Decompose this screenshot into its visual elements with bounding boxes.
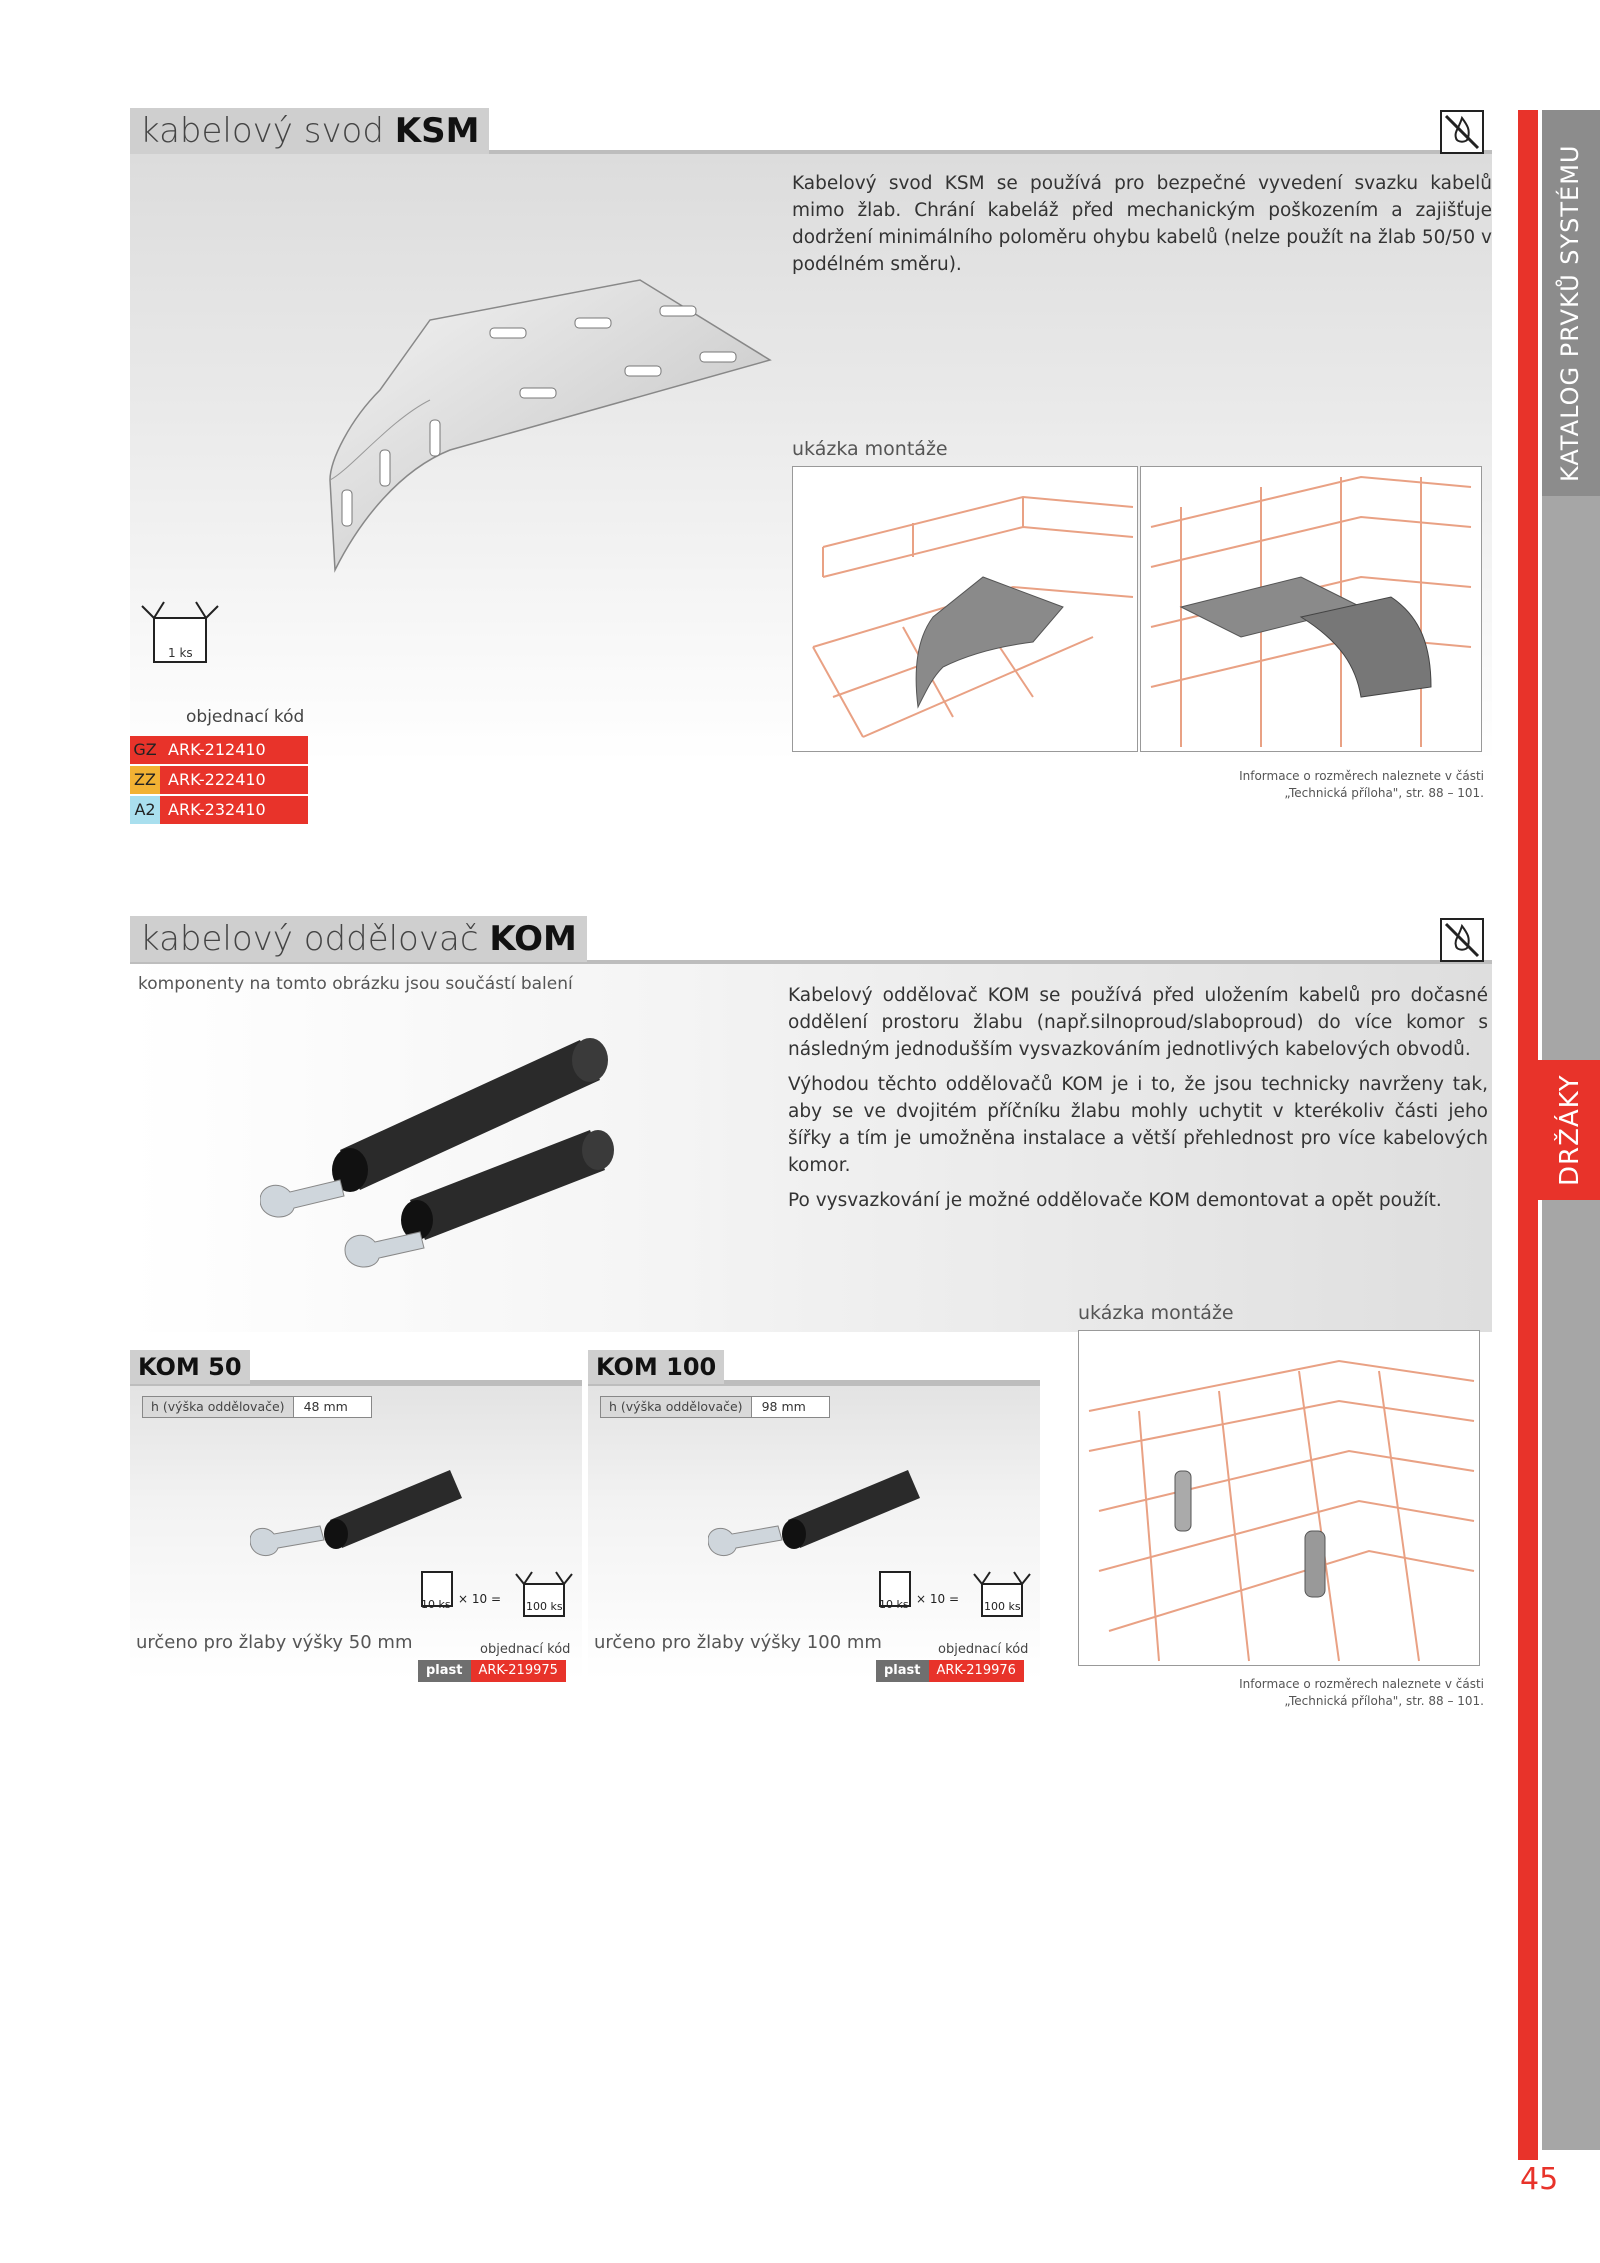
kom-product-image bbox=[260, 1010, 660, 1290]
kom-info-line2: „Technická příloha", str. 88 – 101. bbox=[1284, 1694, 1484, 1708]
pack-big-label: 100 ks bbox=[984, 1600, 1021, 1613]
kom-variant-image bbox=[250, 1450, 510, 1570]
kom-usage: určeno pro žlaby výšky 100 mm bbox=[594, 1632, 882, 1653]
kom-info-note bbox=[1100, 1676, 1484, 1710]
ksm-mount-caption: ukázka montáže bbox=[792, 438, 948, 460]
finish-prefix: A2 bbox=[130, 796, 160, 824]
order-code: ARK-219975 bbox=[471, 1660, 566, 1682]
catalog-label: KATALOG PRVKŮ SYSTÉMU bbox=[1556, 144, 1584, 482]
ksm-mount-photo-2 bbox=[1140, 466, 1482, 752]
kom-variant-title: KOM 100 bbox=[588, 1350, 724, 1384]
ksm-pack-label: 1 ks bbox=[168, 646, 193, 660]
finish-prefix: GZ bbox=[130, 736, 160, 764]
order-code: ARK-232410 bbox=[160, 796, 308, 824]
pack-multiplier: × 10 = bbox=[458, 1592, 502, 1606]
param-label: h (výška oddělovače) bbox=[142, 1396, 294, 1418]
kom-variant-image bbox=[708, 1450, 968, 1570]
pack-multiplier: × 10 = bbox=[916, 1592, 960, 1606]
ksm-info-line2: „Technická příloha", str. 88 – 101. bbox=[1284, 786, 1484, 800]
no-fire-icon bbox=[1440, 918, 1484, 962]
order-code-row bbox=[130, 766, 308, 794]
sidebar-red-line bbox=[1518, 110, 1538, 2160]
material-label: plast bbox=[418, 1660, 471, 1682]
kom-title-bold: KOM bbox=[489, 919, 577, 959]
kom-height-param bbox=[142, 1396, 372, 1418]
param-value: 48 mm bbox=[294, 1396, 372, 1418]
page-number: 45 bbox=[1520, 2162, 1559, 2197]
finish-prefix: ZZ bbox=[130, 766, 160, 794]
ksm-info-note bbox=[1100, 768, 1484, 802]
kom-mount-photo bbox=[1078, 1330, 1480, 1666]
kom-order-label: objednací kód bbox=[480, 1642, 571, 1657]
param-value: 98 mm bbox=[752, 1396, 830, 1418]
ksm-info-line1: Informace o rozměrech naleznete v části bbox=[1239, 769, 1484, 783]
kom-desc-p2: Výhodou těchto oddělovačů KOM je i to, že jsou technicky navrženy tak, aby se ve dvojitém příčníku žlabu mohly uchytit v kterékoliv části jeho šířky a tím je umožněna instalace a větší přehlednost pro více kabelových komor. bbox=[788, 1074, 1488, 1176]
order-code: ARK-222410 bbox=[160, 766, 308, 794]
kom-title bbox=[130, 916, 587, 962]
ksm-title-bold: KSM bbox=[394, 111, 480, 151]
pack-big-label: 100 ks bbox=[526, 1600, 563, 1613]
kom-mount-caption: ukázka montáže bbox=[1078, 1302, 1234, 1324]
order-code: ARK-219976 bbox=[929, 1660, 1024, 1682]
kom-desc-p3: Po vysvazkování je možné oddělovače KOM demontovat a opět použít. bbox=[788, 1190, 1442, 1211]
kom-order-code-row bbox=[876, 1660, 1024, 1682]
order-code-row bbox=[130, 796, 308, 824]
material-label: plast bbox=[876, 1660, 929, 1682]
kom-description bbox=[788, 982, 1488, 1222]
no-fire-icon bbox=[1440, 110, 1484, 154]
order-code: ARK-212410 bbox=[160, 736, 308, 764]
kom-info-line1: Informace o rozměrech naleznete v části bbox=[1239, 1677, 1484, 1691]
kom-variant-title: KOM 50 bbox=[130, 1350, 250, 1384]
ksm-product-image bbox=[230, 270, 790, 610]
kom-components-note: komponenty na tomto obrázku jsou součástí balení bbox=[138, 974, 573, 994]
kom-desc-p1: Kabelový oddělovač KOM se používá před uložením kabelů pro dočasné oddělení prostoru žlabu (např.silnoproud/slaboproud) do více komor s následným jednodušším vysvazkováním jednotlivých kabelových obvodů. bbox=[788, 985, 1488, 1060]
kom-height-param bbox=[600, 1396, 830, 1418]
pack-small-label: 10 ks bbox=[879, 1598, 909, 1611]
ksm-title-light: kabelový svod bbox=[140, 111, 384, 151]
pack-small-label: 10 ks bbox=[421, 1598, 451, 1611]
ksm-description: Kabelový svod KSM se používá pro bezpečné vyvedení svazku kabelů mimo žlab. Chrání kabeláž před mechanickým poškozením a zajišťuje dodržení minimálního poloměru ohybu kabelů (nelze použít na žlab 50/50 v podélném směru). bbox=[792, 173, 1492, 275]
kom-usage: určeno pro žlaby výšky 50 mm bbox=[136, 1632, 413, 1653]
kom-order-code-row bbox=[418, 1660, 566, 1682]
order-code-row bbox=[130, 736, 308, 764]
ksm-order-label: objednací kód bbox=[186, 707, 305, 727]
section-label: DRŽÁKY bbox=[1555, 1074, 1585, 1186]
kom-order-label: objednací kód bbox=[938, 1642, 1029, 1657]
kom-title-light: kabelový oddělovač bbox=[140, 919, 479, 959]
ksm-mount-photo-1 bbox=[792, 466, 1138, 752]
ksm-title bbox=[130, 108, 489, 154]
param-label: h (výška oddělovače) bbox=[600, 1396, 752, 1418]
